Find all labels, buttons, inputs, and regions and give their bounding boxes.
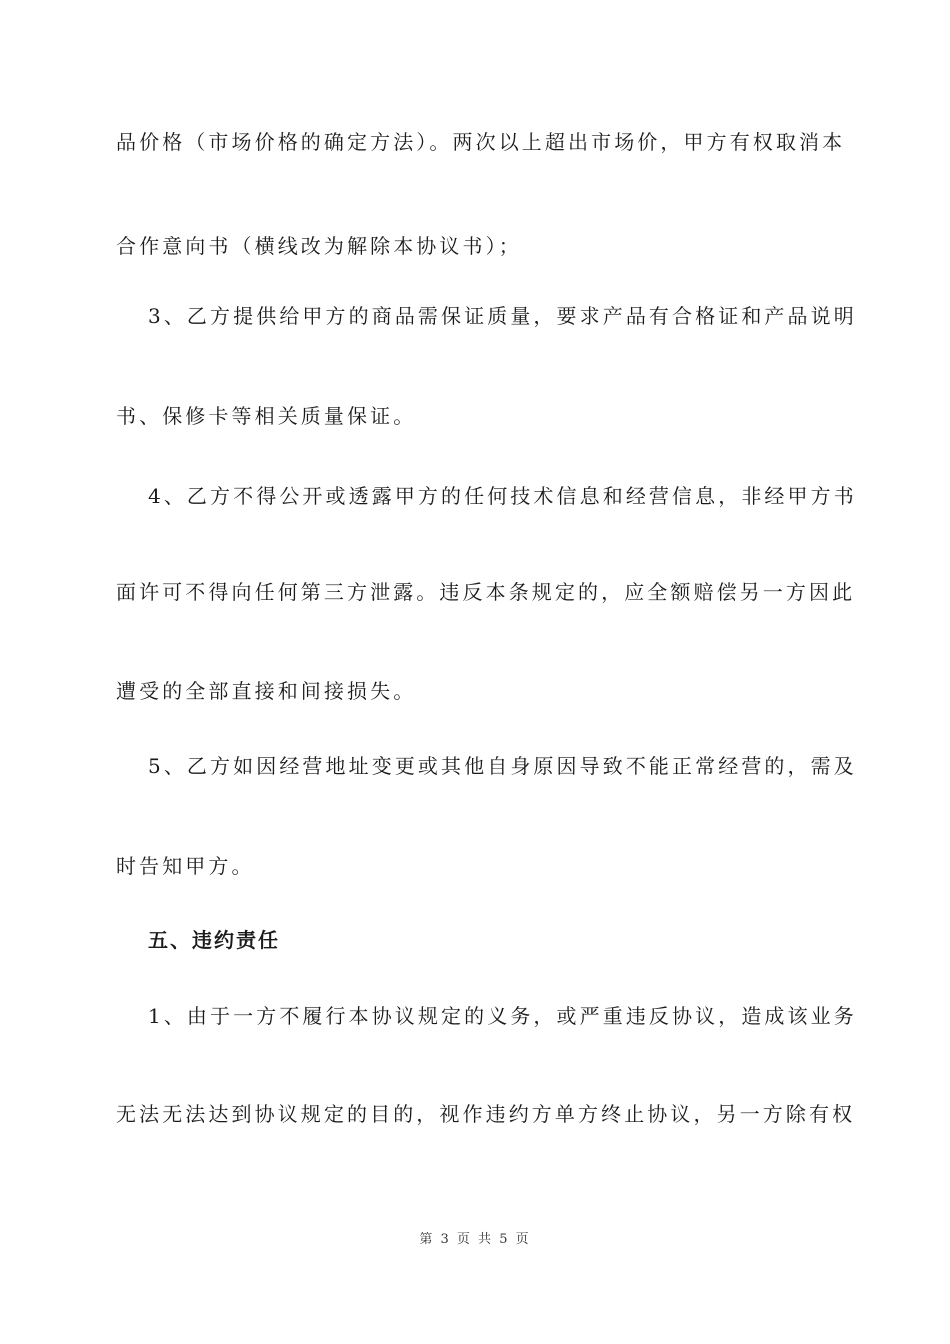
- paragraph-line: 书、保修卡等相关质量保证。: [116, 404, 417, 428]
- paragraph-line: 时告知甲方。: [116, 854, 255, 878]
- paragraph-line: 无法无法达到协议规定的目的，视作违约方单方终止协议，另一方除有权: [116, 1102, 856, 1126]
- paragraph-line: 品价格（市场价格的确定方法）。两次以上超出市场价，甲方有权取消本: [116, 130, 846, 154]
- paragraph-line: 4、乙方不得公开或透露甲方的任何技术信息和经营信息，非经甲方书: [148, 484, 857, 508]
- paragraph-line: 合作意向书（横线改为解除本协议书）；: [116, 234, 522, 258]
- paragraph-line: 3、乙方提供给甲方的商品需保证质量，要求产品有合格证和产品说明: [148, 304, 857, 328]
- paragraph-line: 5、乙方如因经营地址变更或其他自身原因导致不能正常经营的，需及: [148, 754, 857, 778]
- paragraph-line: 1、由于一方不履行本协议规定的义务，或严重违反协议，造成该业务: [148, 1004, 857, 1028]
- paragraph-line: 面许可不得向任何第三方泄露。违反本条规定的，应全额赔偿另一方因此: [116, 580, 856, 604]
- page-number-footer: 第 3 页 共 5 页: [419, 1232, 531, 1247]
- paragraph-line: 遭受的全部直接和间接损失。: [116, 679, 417, 703]
- section-heading: 五、违约责任: [148, 928, 280, 952]
